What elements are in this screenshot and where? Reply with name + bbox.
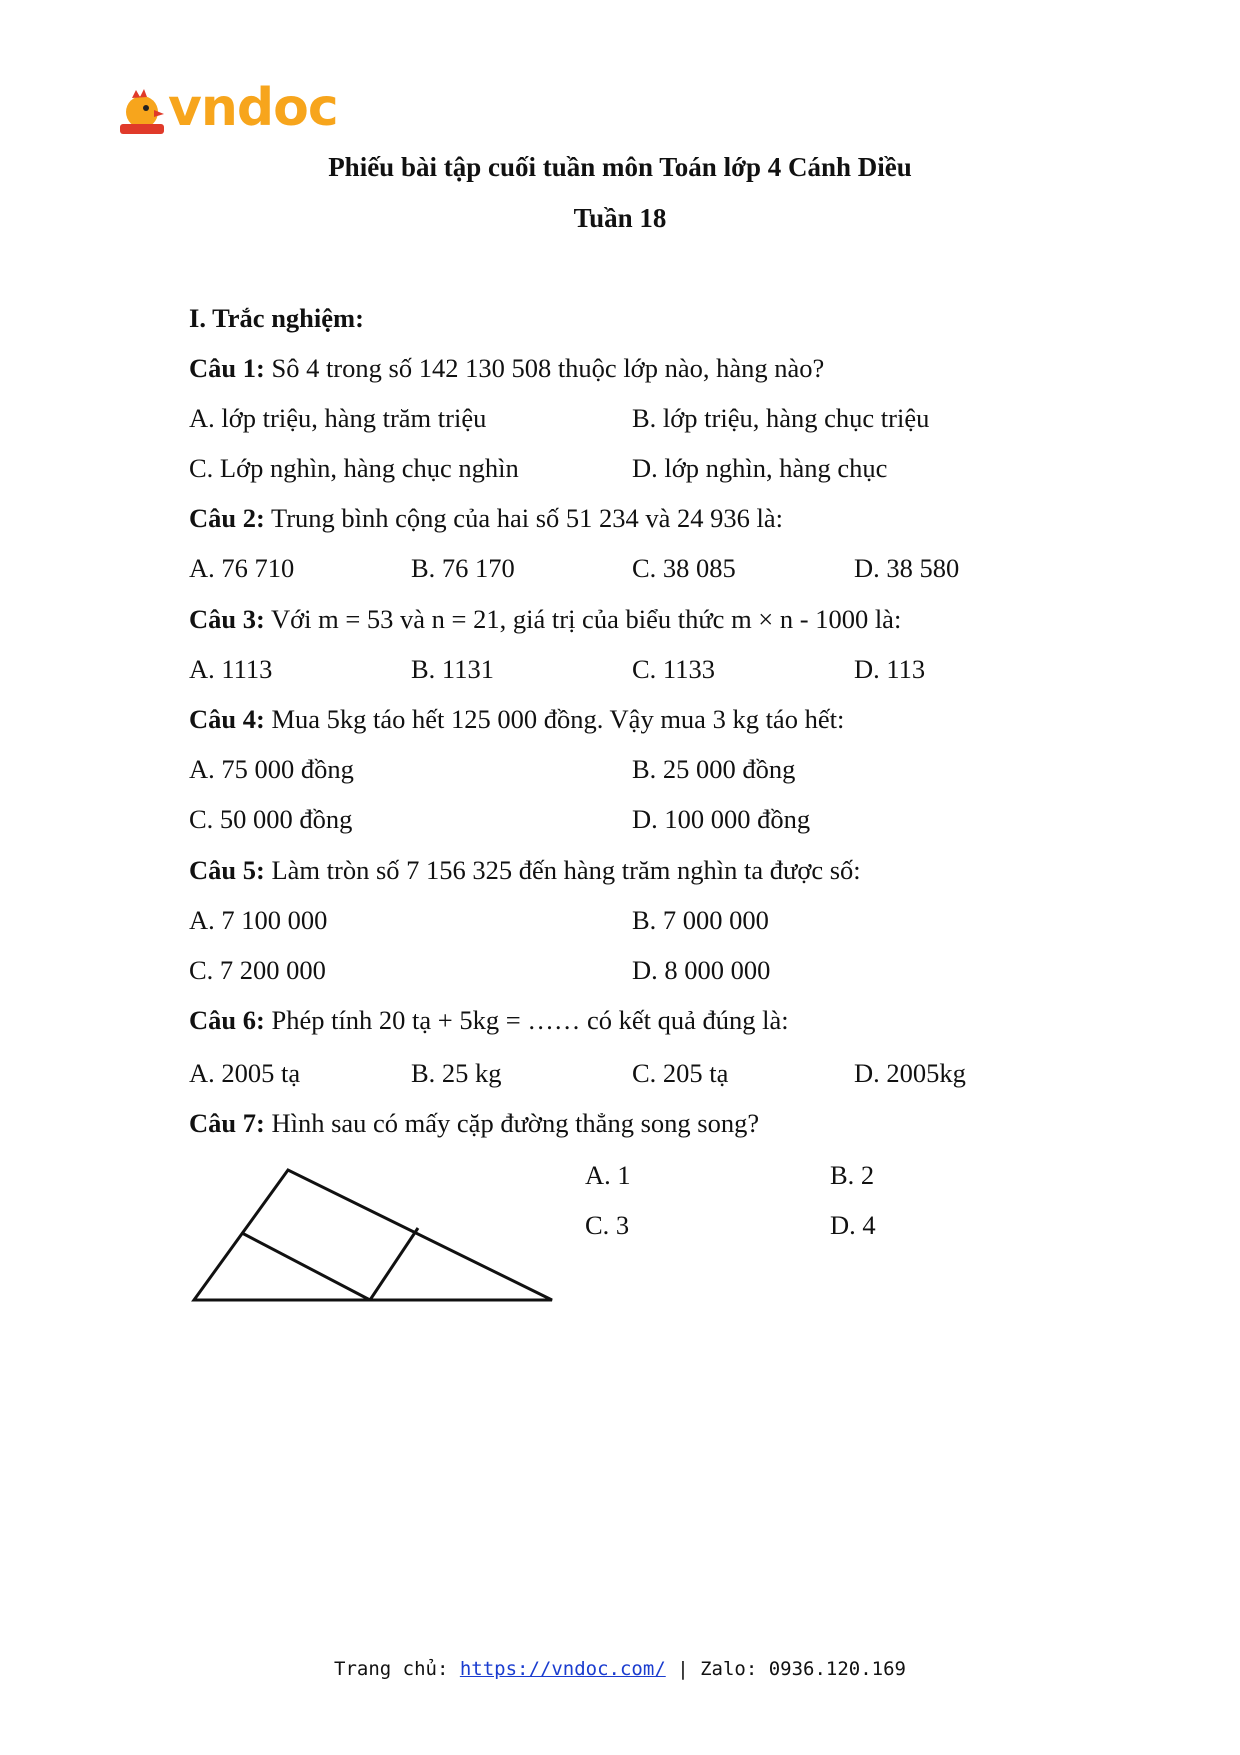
option-4a[interactable]: A. 75 000 đồng	[189, 754, 354, 784]
option-3c[interactable]: C. 1133	[632, 654, 715, 684]
question-label: Câu 2:	[189, 503, 265, 533]
question-label: Câu 1:	[189, 353, 265, 383]
question-text: Với m = 53 và n = 21, giá trị của biểu thức m × n - 1000 là:	[264, 604, 902, 634]
question-label: Câu 5:	[189, 855, 265, 885]
option-5b[interactable]: B. 7 000 000	[632, 905, 769, 935]
question-text: Hình sau có mấy cặp đường thẳng song song?	[264, 1108, 760, 1138]
question-3	[189, 604, 901, 635]
option-6a[interactable]: A. 2005 tạ	[189, 1058, 301, 1088]
homepage-link[interactable]: https://vndoc.com/	[459, 1658, 666, 1680]
question-4	[189, 704, 844, 735]
question-label: Câu 3:	[189, 604, 265, 634]
option-5d[interactable]: D. 8 000 000	[632, 955, 771, 985]
question-7	[189, 1108, 759, 1139]
option-1b[interactable]: B. lớp triệu, hàng chục triệu	[632, 403, 930, 433]
option-2d[interactable]: D. 38 580	[854, 553, 960, 583]
option-5a[interactable]: A. 7 100 000	[189, 905, 328, 935]
footer-prefix: Trang chủ:	[334, 1658, 460, 1680]
footer-zalo: Zalo: 0936.120.169	[700, 1658, 906, 1680]
question-text: Mua 5kg táo hết 125 000 đồng. Vậy mua 3 kg táo hết:	[264, 704, 845, 734]
question-5	[189, 855, 861, 886]
option-1d[interactable]: D. lớp nghìn, hàng chục	[632, 453, 888, 483]
chicken-mascot-icon	[118, 86, 170, 138]
option-6d[interactable]: D. 2005kg	[854, 1058, 966, 1088]
option-4c[interactable]: C. 50 000 đồng	[189, 804, 353, 834]
question-1	[189, 353, 824, 384]
option-2a[interactable]: A. 76 710	[189, 553, 295, 583]
option-6b[interactable]: B. 25 kg	[411, 1058, 502, 1088]
page-subtitle: Tuần 18	[573, 203, 667, 233]
question-text: Sô 4 trong số 142 130 508 thuộc lớp nào, hàng nào?	[264, 353, 825, 383]
question-text: Phép tính 20 tạ + 5kg = …… có kết quả đúng là:	[264, 1005, 789, 1035]
footer	[0, 1658, 1240, 1680]
option-7c[interactable]: C. 3	[585, 1210, 630, 1240]
question-label: Câu 6:	[189, 1005, 265, 1035]
option-2b[interactable]: B. 76 170	[411, 553, 515, 583]
question-6	[189, 1005, 789, 1036]
option-3b[interactable]: B. 1131	[411, 654, 494, 684]
option-3d[interactable]: D. 113	[854, 654, 926, 684]
segment-ef	[370, 1228, 418, 1300]
triangle-figure	[190, 1165, 560, 1310]
option-4d[interactable]: D. 100 000 đồng	[632, 804, 811, 834]
option-7d[interactable]: D. 4	[830, 1210, 876, 1240]
option-5c[interactable]: C. 7 200 000	[189, 955, 326, 985]
option-1a[interactable]: A. lớp triệu, hàng trăm triệu	[189, 403, 487, 433]
option-3a[interactable]: A. 1113	[189, 654, 273, 684]
logo-text: vndoc	[168, 78, 338, 138]
option-2c[interactable]: C. 38 085	[632, 553, 736, 583]
option-7b[interactable]: B. 2	[830, 1160, 875, 1190]
question-text: Làm tròn số 7 156 325 đến hàng trăm nghìn ta được số:	[264, 855, 861, 885]
footer-separator: |	[665, 1658, 701, 1680]
page-title: Phiếu bài tập cuối tuần môn Toán lớp 4 Cánh Diều	[328, 152, 912, 182]
question-label: Câu 4:	[189, 704, 265, 734]
section-heading: I. Trắc nghiệm:	[189, 303, 364, 333]
question-text: Trung bình cộng của hai số 51 234 và 24 936 là:	[264, 503, 784, 533]
question-2	[189, 503, 783, 534]
question-label: Câu 7:	[189, 1108, 265, 1138]
segment-de	[242, 1233, 370, 1300]
vndoc-logo[interactable]	[118, 78, 338, 148]
option-7a[interactable]: A. 1	[585, 1160, 631, 1190]
option-6c[interactable]: C. 205 tạ	[632, 1058, 729, 1088]
option-1c[interactable]: C. Lớp nghìn, hàng chục nghìn	[189, 453, 519, 483]
option-4b[interactable]: B. 25 000 đồng	[632, 754, 796, 784]
